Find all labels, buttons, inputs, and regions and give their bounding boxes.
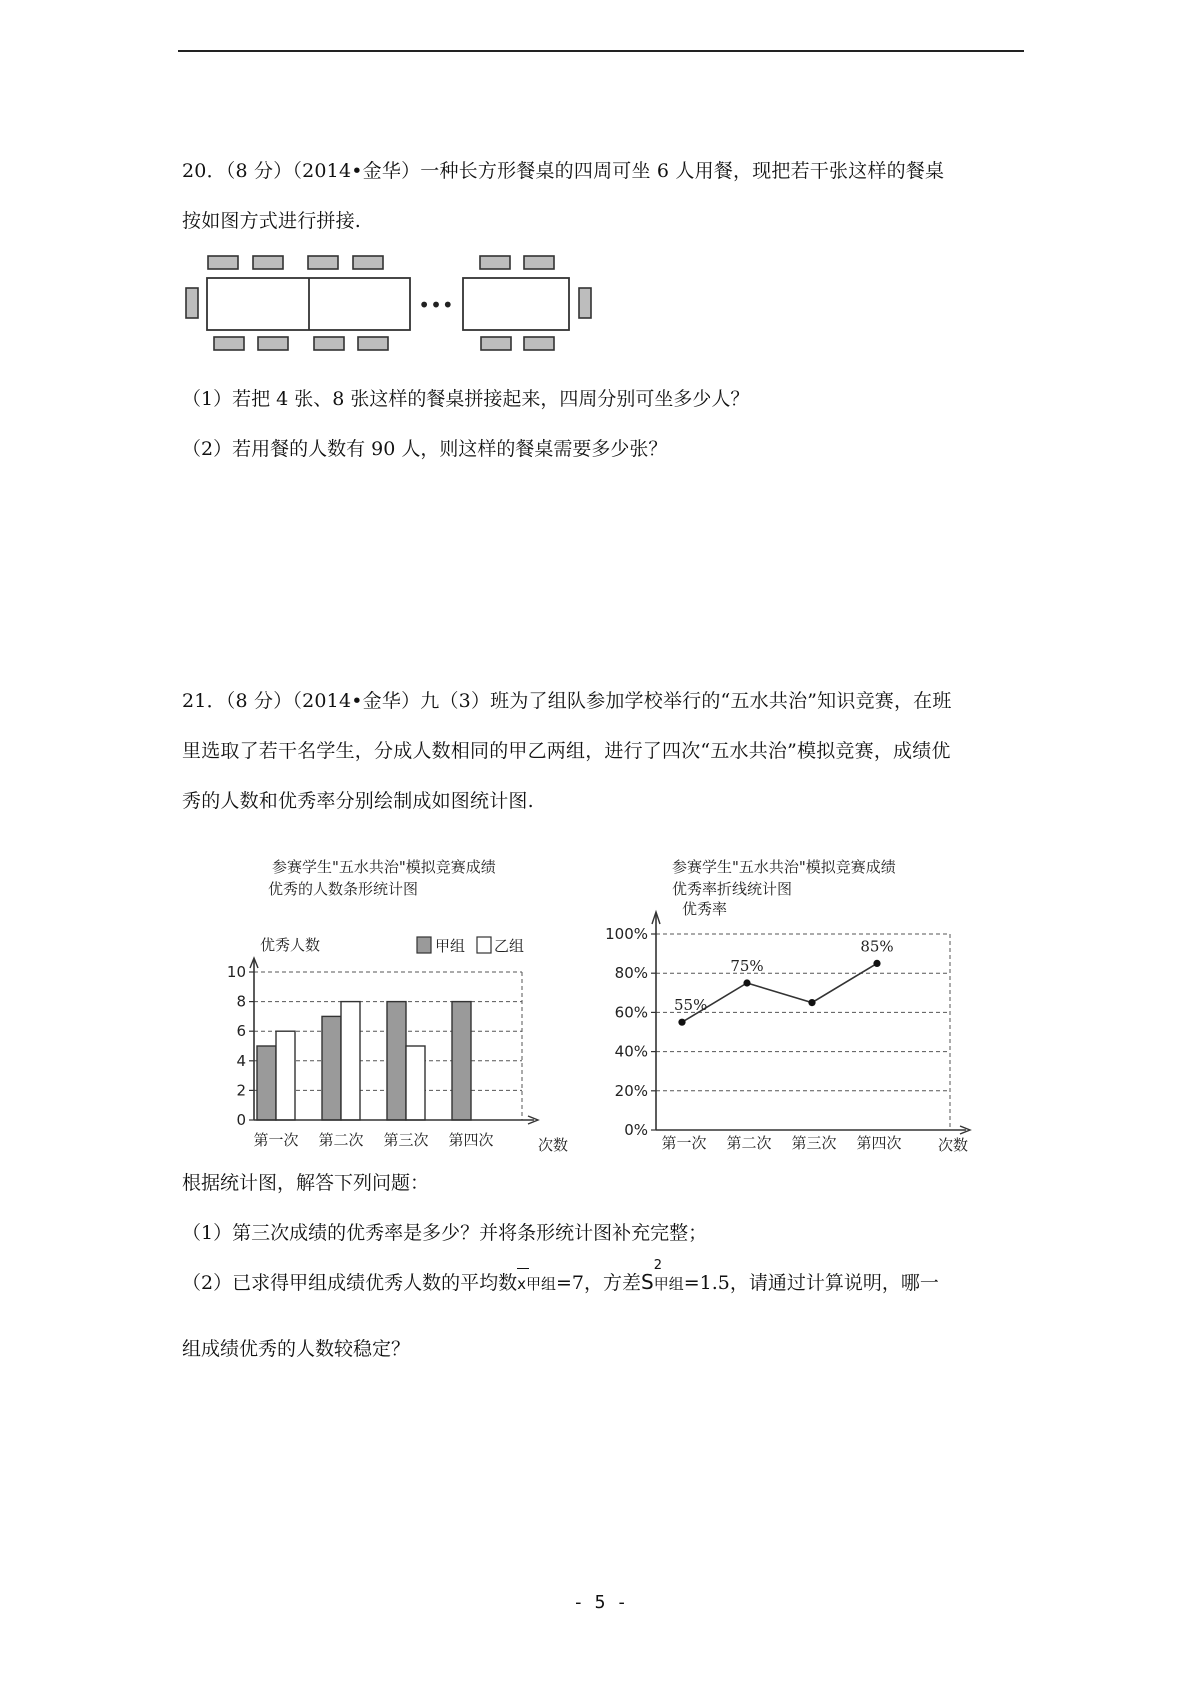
q20-line2: 按如图方式进行拼接.	[182, 210, 362, 232]
line-chart-title-2: 优秀率折线统计图	[672, 880, 793, 898]
bar-y-tick-label: 6	[236, 1022, 246, 1041]
bar-y-tick-label: 0	[236, 1111, 246, 1129]
q21-sub1: （1）第三次成绩的优秀率是多少？并将条形统计图补充完整；	[182, 1222, 708, 1244]
bar-x-tick-label: 第二次	[318, 1131, 364, 1149]
bar-jia	[387, 1002, 406, 1120]
line-x-tick-label: 第三次	[791, 1134, 837, 1152]
xbar-subscript: 甲组	[525, 1275, 556, 1293]
line-point	[873, 960, 880, 967]
line-chart-title-1: 参赛学生"五水共治"模拟竞赛成绩	[672, 858, 896, 876]
line-y-tick-label: 80%	[614, 964, 648, 983]
legend-swatch-jia	[417, 937, 431, 953]
bar-chart-ylabel: 优秀人数	[260, 936, 321, 954]
line-x-tick-label: 第一次	[661, 1134, 707, 1152]
q20-sub1: （1）若把 4 张、8 张这样的餐桌拼接起来，四周分别可坐多少人？	[182, 388, 750, 410]
bar-chart-legend	[417, 937, 524, 955]
line-point	[678, 1019, 685, 1026]
line-point-label: 75%	[730, 957, 764, 975]
q21-sub2-line2: 组成绩优秀的人数较稳定？	[182, 1338, 411, 1360]
legend-label-jia: 甲组	[435, 937, 466, 955]
bar-yi	[276, 1031, 295, 1120]
q21-sub2	[182, 1258, 939, 1295]
bar-x-tick-label: 第一次	[253, 1131, 299, 1149]
bar-y-tick-label: 4	[236, 1051, 246, 1070]
table-diagram	[180, 252, 600, 356]
q21-sub2-part-c: =1.5，请通过计算说明，哪一	[683, 1272, 939, 1294]
header-rule	[178, 50, 1024, 52]
line-y-tick-label: 60%	[614, 1003, 648, 1022]
legend-label-yi: 乙组	[494, 937, 525, 955]
bar-y-tick-label: 8	[236, 992, 246, 1011]
q21-after-charts: 根据统计图，解答下列问题：	[182, 1172, 430, 1194]
variance-s: S	[641, 1270, 654, 1294]
bar-jia	[322, 1016, 341, 1120]
line-y-tick-label: 40%	[614, 1042, 648, 1061]
q21-line3: 秀的人数和优秀率分别绘制成如图统计图.	[182, 790, 534, 812]
ellipsis-label: •••	[418, 293, 454, 317]
line-point-label: 55%	[674, 996, 708, 1015]
xbar-letter: x	[517, 1275, 526, 1293]
bar-chart-title-1: 参赛学生"五水共治"模拟竞赛成绩	[272, 858, 496, 876]
q20-stem	[182, 146, 1024, 246]
q20-line1: 20．（8 分）（2014•金华）一种长方形餐桌的四周可坐 6 人用餐，现把若干张这样的餐桌	[182, 160, 945, 182]
bar-jia	[257, 1046, 276, 1120]
bar-y-tick-label: 10	[226, 963, 246, 981]
bar-x-tick-label: 第三次	[383, 1131, 429, 1149]
line-y-tick-label: 20%	[614, 1081, 648, 1100]
line-x-tick-label: 第二次	[726, 1134, 772, 1152]
q21-line2: 里选取了若干名学生，分成人数相同的甲乙两组，进行了四次“五水共治”模拟竞赛，成绩优	[182, 740, 951, 762]
line-chart-xlabel: 次数	[938, 1136, 969, 1154]
bar-yi	[341, 1002, 360, 1120]
variance-subscript: 甲组	[653, 1275, 684, 1293]
q21-sub2-part-a: （2）已求得甲组成绩优秀人数的平均数	[182, 1272, 518, 1294]
bar-jia	[452, 1002, 471, 1120]
line-x-tick-label: 第四次	[856, 1134, 902, 1152]
bar-x-tick-label: 第四次	[448, 1131, 494, 1149]
line-point	[808, 999, 815, 1006]
variance-square: 2	[653, 1258, 662, 1273]
line-y-tick-label: 0%	[624, 1121, 648, 1139]
bar-y-tick-label: 2	[236, 1081, 246, 1100]
line-point-label: 85%	[860, 937, 894, 956]
bar-chart-xlabel: 次数	[538, 1136, 569, 1154]
line-y-tick-label: 100%	[605, 925, 648, 943]
bar-yi	[406, 1046, 425, 1120]
q21-sub2-part-b: =7，方差	[556, 1272, 642, 1294]
line-chart	[605, 848, 994, 1158]
page-number: - 5 -	[572, 1592, 628, 1613]
bar-chart-title-2: 优秀的人数条形统计图	[268, 880, 419, 898]
line-point	[743, 979, 750, 986]
bar-chart	[226, 848, 596, 1158]
legend-swatch-yi	[477, 937, 491, 953]
line-chart-ylabel: 优秀率	[682, 900, 728, 918]
q20-sub2: （2）若用餐的人数有 90 人，则这样的餐桌需要多少张？	[182, 438, 668, 460]
q21-stem	[182, 676, 1024, 826]
xbar-symbol	[517, 1272, 526, 1294]
line-series	[682, 963, 877, 1022]
q21-line1: 21．（8 分）（2014•金华）九（3）班为了组队参加学校举行的“五水共治”知识竞赛，在班	[182, 690, 952, 712]
